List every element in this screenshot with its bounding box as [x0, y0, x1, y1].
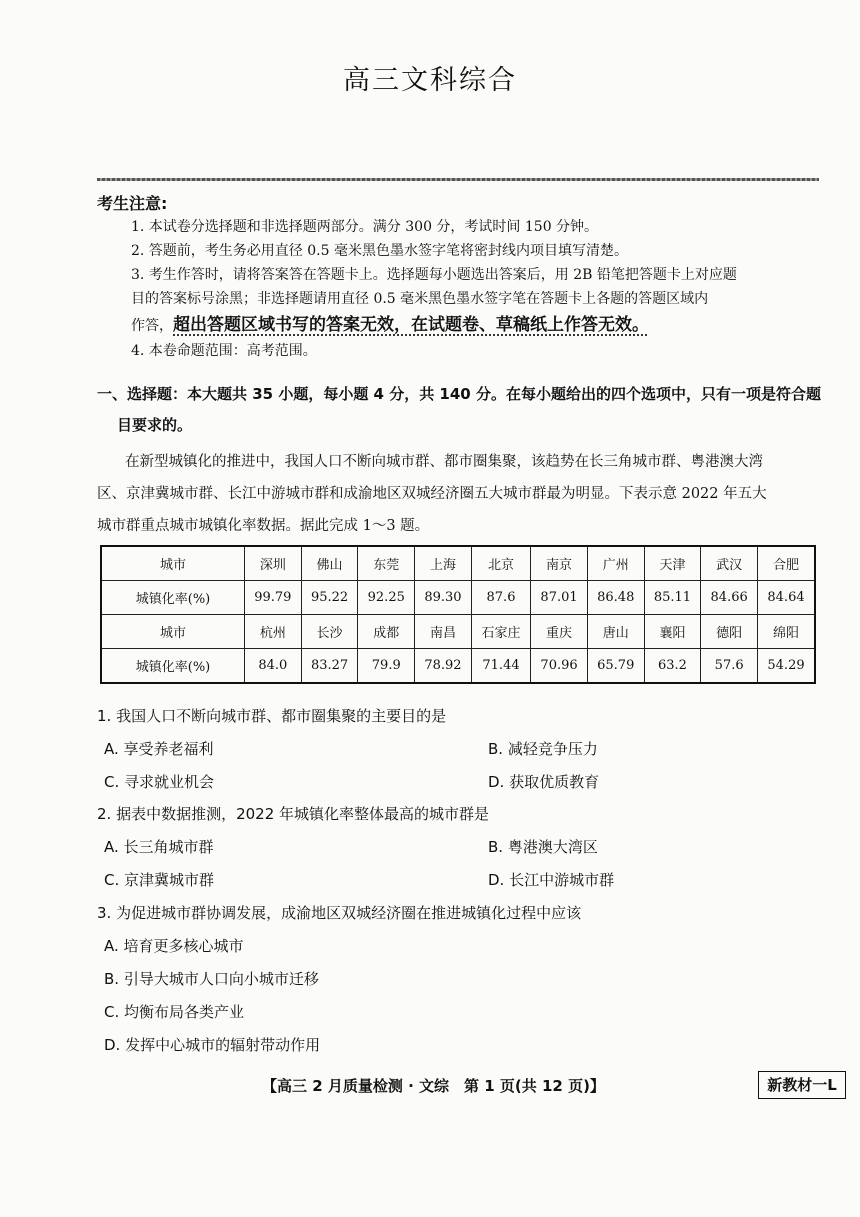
page-title: 高三文科综合 — [343, 65, 517, 96]
rate-cell: 79.9 — [358, 649, 415, 684]
city-cell: 佛山 — [301, 546, 358, 581]
rate-cell: 57.6 — [701, 649, 758, 684]
edition-tag: 新教材一L — [758, 1071, 846, 1099]
q3-option-a: A. 培育更多核心城市 — [104, 937, 244, 955]
city-cell: 唐山 — [587, 615, 644, 649]
city-cell: 广州 — [587, 546, 644, 581]
rate-cell: 84.66 — [701, 581, 758, 615]
rate-cell: 70.96 — [531, 649, 588, 684]
section-heading-line2: 目要求的。 — [117, 416, 193, 434]
notice-item-4: 4. 本卷命题范围：高考范围。 — [131, 343, 317, 359]
rate-cell: 92.25 — [358, 581, 415, 615]
city-cell: 襄阳 — [644, 615, 701, 649]
urbanization-table — [100, 545, 816, 684]
table-row — [101, 615, 815, 649]
q2-option-a: A. 长三角城市群 — [104, 838, 214, 856]
table-row — [101, 649, 815, 684]
q2-option-b: B. 粤港澳大湾区 — [488, 838, 598, 856]
row-label: 城市 — [101, 546, 245, 581]
city-cell: 合肥 — [758, 546, 816, 581]
notice-item-2: 2. 答题前，考生务必用直径 0.5 毫米黑色墨水签字笔将密封线内项目填写清楚。 — [131, 243, 628, 259]
notice-item-3-end — [131, 310, 649, 335]
rate-cell: 71.44 — [471, 649, 530, 684]
rate-cell: 78.92 — [415, 649, 472, 684]
rate-cell: 63.2 — [644, 649, 701, 684]
city-cell: 武汉 — [701, 546, 758, 581]
section-heading-line1: 一、选择题：本大题共 35 小题，每小题 4 分，共 140 分。在每小题给出的四个选项中，只有一项是符合题 — [97, 385, 821, 403]
q1-option-d: D. 获取优质教育 — [488, 773, 600, 791]
q2-option-d: D. 长江中游城市群 — [488, 871, 615, 889]
question-1-stem: 1. 我国人口不断向城市群、都市圈集聚的主要目的是 — [97, 707, 447, 725]
city-cell: 南京 — [531, 546, 588, 581]
rate-cell: 87.6 — [471, 581, 530, 615]
intro-line-2: 区、京津冀城市群、长江中游城市群和成渝地区双城经济圈五大城市群最为明显。下表示意 2022 年五大 — [97, 486, 767, 502]
rate-cell: 84.0 — [245, 649, 302, 684]
rate-cell: 54.29 — [758, 649, 816, 684]
row-label: 城市 — [101, 615, 245, 649]
rate-cell: 85.11 — [644, 581, 701, 615]
rate-cell: 89.30 — [415, 581, 472, 615]
city-cell: 东莞 — [358, 546, 415, 581]
city-cell: 杭州 — [245, 615, 302, 649]
rate-cell: 95.22 — [301, 581, 358, 615]
page-footer: 【高三 2 月质量检测 · 文综 第 1 页(共 12 页)】 — [262, 1077, 605, 1095]
city-cell: 长沙 — [301, 615, 358, 649]
q1-option-a: A. 享受养老福利 — [104, 740, 214, 758]
intro-line-1: 在新型城镇化的推进中，我国人口不断向城市群、都市圈集聚，该趋势在长三角城市群、粤港澳大湾 — [125, 454, 763, 470]
row-label: 城镇化率(%) — [101, 581, 245, 615]
city-cell: 成都 — [358, 615, 415, 649]
notice-item-3: 3. 考生作答时，请将答案答在答题卡上。选择题每小题选出答案后，用 2B 铅笔把答题卡上对应题 — [131, 267, 737, 283]
city-cell: 重庆 — [531, 615, 588, 649]
row-label: 城镇化率(%) — [101, 649, 245, 684]
rate-cell: 87.01 — [531, 581, 588, 615]
intro-line-3: 城市群重点城市城镇化率数据。据此完成 1～3 题。 — [97, 518, 430, 534]
table-row — [101, 581, 815, 615]
city-cell: 德阳 — [701, 615, 758, 649]
notice-item-1: 1. 本试卷分选择题和非选择题两部分。满分 300 分，考试时间 150 分钟。 — [131, 219, 599, 235]
city-cell: 绵阳 — [758, 615, 816, 649]
q3-option-d: D. 发挥中心城市的辐射带动作用 — [104, 1036, 321, 1054]
rate-cell: 83.27 — [301, 649, 358, 684]
table-row — [101, 546, 815, 581]
city-cell: 深圳 — [245, 546, 302, 581]
q1-option-b: B. 减轻竞争压力 — [488, 740, 598, 758]
q3-option-b: B. 引导大城市人口向小城市迁移 — [104, 970, 319, 988]
notice-heading: 考生注意: — [97, 194, 168, 213]
city-cell: 上海 — [415, 546, 472, 581]
rate-cell: 84.64 — [758, 581, 816, 615]
q1-option-c: C. 寻求就业机会 — [104, 773, 215, 791]
city-cell: 南昌 — [415, 615, 472, 649]
city-cell: 石家庄 — [471, 615, 530, 649]
city-cell: 北京 — [471, 546, 530, 581]
rate-cell: 86.48 — [587, 581, 644, 615]
q3-option-c: C. 均衡布局各类产业 — [104, 1003, 245, 1021]
rate-cell: 65.79 — [587, 649, 644, 684]
city-cell: 天津 — [644, 546, 701, 581]
notice-item-3-cont: 目的答案标号涂黑；非选择题请用直径 0.5 毫米黑色墨水签字笔在答题卡上各题的答题区域内 — [131, 291, 709, 307]
q2-option-c: C. 京津冀城市群 — [104, 871, 215, 889]
question-3-stem: 3. 为促进城市群协调发展，成渝地区双城经济圈在推进城镇化过程中应该 — [97, 904, 582, 922]
notice-warning: 超出答题区域书写的答案无效，在试题卷、草稿纸上作答无效。 — [173, 315, 649, 335]
rate-cell: 99.79 — [245, 581, 302, 615]
notice-item-3-tail: 作答， — [131, 318, 173, 334]
header-divider — [97, 178, 819, 181]
question-2-stem: 2. 据表中数据推测，2022 年城镇化率整体最高的城市群是 — [97, 805, 490, 823]
